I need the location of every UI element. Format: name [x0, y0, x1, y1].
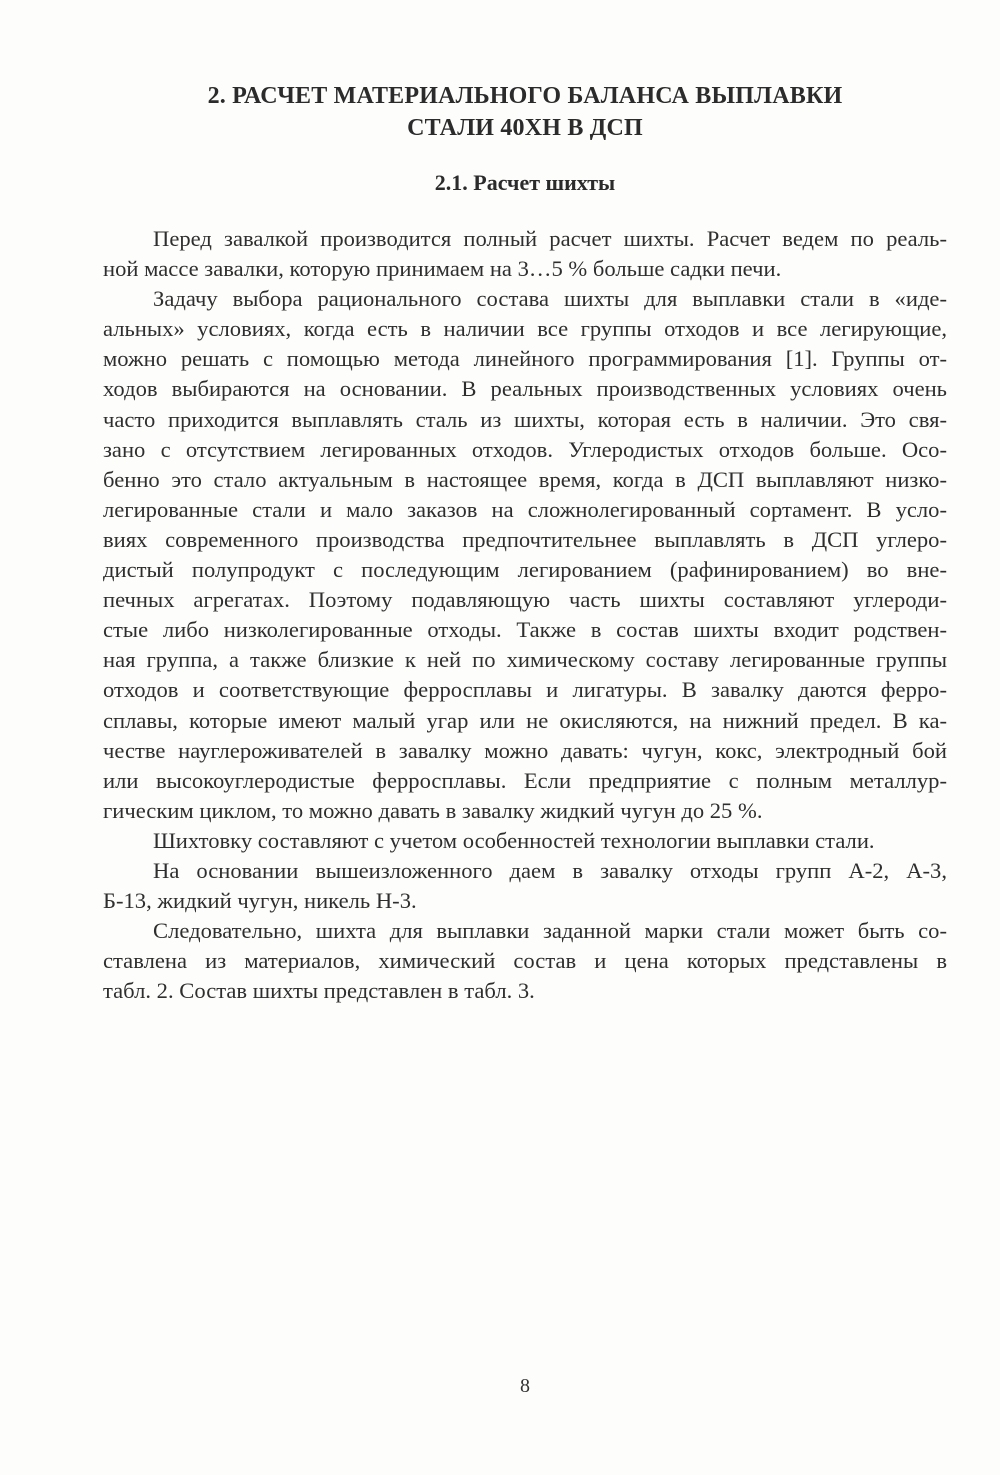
text-line: отходов и соответствующие ферросплавы и лигатуры. В завалку даются ферро- [103, 677, 947, 703]
text-line: Следовательно, шихта для выплавки заданной марки стали может быть со- [153, 918, 947, 944]
section-title: 2.1. Расчет шихты [434, 170, 616, 195]
page-number: 8 [520, 1375, 530, 1397]
text-line: ставлена из материалов, химический состав и цена которых представлены в [103, 948, 947, 974]
text-line: сплавы, которые имеют малый угар или не окисляются, на нижний предел. В ка- [103, 707, 947, 733]
text-line: Шихтовку составляют с учетом особенностей технологии выплавки стали. [153, 827, 875, 853]
text-line: На основании вышеизложенного даем в завалку отходы групп А-2, А-3, [153, 857, 947, 883]
chapter-title [100, 80, 950, 144]
text-line: можно решать с помощью метода линейного программирования [1]. Группы от- [103, 346, 947, 372]
text-line: альных» условиях, когда есть в наличии все группы отходов и все легирующие, [103, 316, 947, 342]
text-line: стые либо низколегированные отходы. Также в состав шихты входит родствен- [103, 617, 947, 643]
text-line: ная группа, а также близкие к ней по химическому составу легированные группы [103, 647, 947, 673]
chapter-title-line-2: СТАЛИ 40ХН В ДСП [407, 115, 643, 141]
text-line: печных агрегатах. Поэтому подавляющую часть шихты составляют углероди- [103, 587, 947, 613]
text-line: табл. 2. Состав шихты представлен в табл. 3. [103, 978, 535, 1004]
text-line: дистый полупродукт с последующим легированием (рафинированием) во вне- [103, 557, 947, 583]
text-line: гическим циклом, то можно давать в завалку жидкий чугун до 25 %. [103, 797, 763, 823]
paragraph [103, 224, 947, 284]
paragraph [103, 284, 947, 826]
text-line: зано с отсутствием легированных отходов. Углеродистых отходов больше. Осо- [103, 436, 947, 462]
paragraph [103, 856, 947, 916]
text-line: бенно это стало актуальным в настоящее время, когда в ДСП выплавляют низко- [103, 466, 947, 492]
text-line: Перед завалкой производится полный расчет шихты. Расчет ведем по реаль- [153, 226, 947, 251]
paragraph [103, 916, 947, 1006]
text-line: часто приходится выплавлять сталь из шихты, которая есть в наличии. Это свя- [103, 406, 947, 432]
text-line: ной массе завалки, которую принимаем на 3…5 % больше садки печи. [103, 256, 782, 282]
text-line: виях современного производства предпочтительнее выплавлять в ДСП углеро- [103, 526, 947, 552]
chapter-title-line-1: 2. РАСЧЕТ МАТЕРИАЛЬНОГО БАЛАНСА ВЫПЛАВКИ [207, 83, 843, 109]
text-line: честве науглероживателей в завалку можно давать: чугун, кокс, электродный бой [103, 737, 947, 763]
text-line: или высокоуглеродистые ферросплавы. Если предприятие с полным металлур- [103, 767, 947, 793]
text-line: ходов выбираются на основании. В реальных производственных условиях очень [103, 376, 947, 402]
text-line: Б-13, жидкий чугун, никель Н-3. [103, 888, 417, 914]
text-line: Задачу выбора рационального состава шихты для выплавки стали в «иде- [153, 286, 947, 312]
paragraph [103, 826, 947, 856]
body-text [103, 224, 947, 1006]
text-line: легированные стали и мало заказов на сложнолегированный сортамент. В усло- [103, 496, 947, 522]
